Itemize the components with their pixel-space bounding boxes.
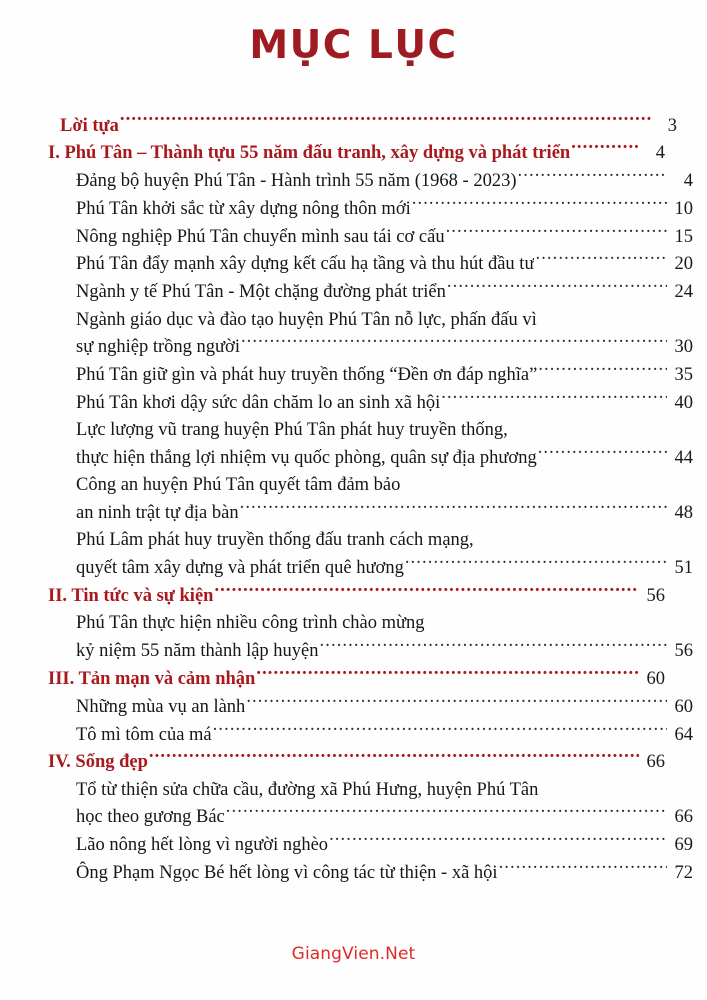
dot-leader xyxy=(518,168,667,187)
toc-entry-title: Phú Lâm phát huy truyền thống đấu tranh cách mạng, xyxy=(76,530,474,551)
toc-entry-line xyxy=(76,445,693,473)
toc-entry-title: Phú Tân đẩy mạnh xây dựng kết cấu hạ tầng và thu hút đầu tư xyxy=(76,254,535,275)
toc-entry[interactable] xyxy=(48,223,693,251)
dot-leader xyxy=(538,445,667,464)
dot-leader xyxy=(329,832,667,851)
toc-entry-title: sự nghiệp trồng người xyxy=(76,337,240,358)
toc-entry[interactable] xyxy=(48,362,693,390)
toc-entry-title: Ông Phạm Ngọc Bé hết lòng vì công tác từ thiện - xã hội xyxy=(76,863,498,884)
toc-entry-title: Lời tựa xyxy=(60,115,119,136)
toc-page-number: 20 xyxy=(674,254,693,275)
toc-entry-line xyxy=(48,583,665,611)
toc-entry-line xyxy=(76,251,693,279)
dot-leader xyxy=(447,279,667,298)
toc-entry-title: thực hiện thắng lợi nhiệm vụ quốc phòng, quân sự địa phương xyxy=(76,448,537,469)
toc-entry-title: Ngành y tế Phú Tân - Một chặng đường phát triển xyxy=(76,282,446,303)
toc-entry[interactable] xyxy=(48,832,693,860)
toc-entry[interactable] xyxy=(48,583,665,611)
toc-page-number: 3 xyxy=(667,115,677,136)
toc-page-number: 44 xyxy=(674,448,693,469)
toc-entry[interactable] xyxy=(48,417,693,472)
toc-entry-title: Công an huyện Phú Tân quyết tâm đảm bảo xyxy=(76,475,401,496)
toc-entry-line xyxy=(76,638,693,666)
toc-entry-line xyxy=(48,749,665,777)
dot-leader xyxy=(120,112,651,131)
toc-entry-line xyxy=(76,500,693,528)
toc-page-number: 10 xyxy=(674,198,693,219)
toc-entry-title: Lực lượng vũ trang huyện Phú Tân phát huy truyền thống, xyxy=(76,420,508,441)
toc-entry-title: III. Tản mạn và cảm nhận xyxy=(48,668,256,689)
dot-leader xyxy=(571,140,639,159)
toc-entry[interactable] xyxy=(48,472,693,527)
toc-entry-line-continuation xyxy=(76,472,693,499)
toc-entry-line-continuation xyxy=(76,307,693,334)
toc-page-number: 60 xyxy=(646,668,665,689)
dot-leader xyxy=(405,555,667,574)
toc-entry-line xyxy=(76,223,693,251)
toc-entry[interactable] xyxy=(48,777,693,832)
toc-page-number: 24 xyxy=(674,282,693,303)
toc-entry[interactable] xyxy=(48,665,665,693)
dot-leader xyxy=(320,638,667,657)
toc-entry-title: Ngành giáo dục và đào tạo huyện Phú Tân nỗ lực, phấn đấu vì xyxy=(76,309,537,330)
toc-entry-title: học theo gương Bác xyxy=(76,807,225,828)
toc-entry-line xyxy=(76,279,693,307)
toc-page-number: 51 xyxy=(674,558,693,579)
toc-entry[interactable] xyxy=(48,140,665,168)
toc-entry-line-continuation xyxy=(76,777,693,804)
toc-entry[interactable] xyxy=(48,389,693,417)
toc-entry-title: Tô mì tôm của má xyxy=(76,724,212,745)
toc-entry-line xyxy=(76,389,693,417)
dot-leader xyxy=(240,500,667,519)
toc-entry[interactable] xyxy=(48,527,693,582)
toc-entry-line xyxy=(76,195,693,223)
toc-page-number: 66 xyxy=(646,752,665,773)
toc-entry[interactable] xyxy=(48,112,677,140)
toc-entry-title: Lão nông hết lòng vì người nghèo xyxy=(76,835,329,856)
toc-entry-title: I. Phú Tân – Thành tựu 55 năm đấu tranh, xây dựng và phát triển xyxy=(48,143,571,164)
dot-leader xyxy=(256,665,639,684)
toc-entry[interactable] xyxy=(48,307,693,362)
toc-entry-title: II. Tin tức và sự kiện xyxy=(48,586,214,607)
dot-leader xyxy=(441,389,667,408)
toc-entry-line xyxy=(48,665,665,693)
toc-entry-title: Tổ từ thiện sửa chữa cầu, đường xã Phú Hưng, huyện Phú Tân xyxy=(76,779,539,800)
toc-entry-line xyxy=(76,555,693,583)
toc-entry-line-continuation xyxy=(76,610,693,637)
toc-page-number: 60 xyxy=(674,696,693,717)
toc-entry-title: Đảng bộ huyện Phú Tân - Hành trình 55 năm (1968 - 2023) xyxy=(76,171,517,192)
dot-leader xyxy=(246,693,667,712)
toc-page-number: 40 xyxy=(674,392,693,413)
toc-entry-title: Nông nghiệp Phú Tân chuyển mình sau tái cơ cấu xyxy=(76,226,445,247)
dot-leader xyxy=(214,583,639,602)
toc-entry-title: Phú Tân giữ gìn và phát huy truyền thống “Đền ơn đáp nghĩa” xyxy=(76,365,538,386)
toc-entry[interactable] xyxy=(48,251,693,279)
toc-entry-title: Phú Tân khơi dậy sức dân chăm lo an sinh xã hội xyxy=(76,392,441,413)
toc-entry[interactable] xyxy=(48,693,693,721)
toc-entry-title: kỷ niệm 55 năm thành lập huyện xyxy=(76,641,319,662)
toc-page-number: 72 xyxy=(674,863,693,884)
dot-leader xyxy=(226,804,667,823)
toc-page-number: 56 xyxy=(646,586,665,607)
toc-entry-title: Phú Tân thực hiện nhiều công trình chào mừng xyxy=(76,613,425,634)
dot-leader xyxy=(149,749,639,768)
toc-entry-line xyxy=(76,804,693,832)
toc-entry[interactable] xyxy=(48,749,665,777)
dot-leader xyxy=(241,334,667,353)
toc-entry-title: quyết tâm xây dựng và phát triển quê hương xyxy=(76,558,404,579)
toc-page-number: 4 xyxy=(683,171,693,192)
toc-entry-line xyxy=(76,168,693,196)
toc-entry-line xyxy=(60,112,677,140)
toc-page-number: 15 xyxy=(674,226,693,247)
toc-page-number: 30 xyxy=(674,337,693,358)
toc-page-number: 48 xyxy=(674,503,693,524)
toc-page-number: 66 xyxy=(674,807,693,828)
toc-entry-line-continuation xyxy=(76,417,693,444)
toc-page-number: 56 xyxy=(674,641,693,662)
toc-entry-line xyxy=(48,140,665,168)
dot-leader xyxy=(412,195,667,214)
toc-entry-line xyxy=(76,334,693,362)
toc-page-number: 4 xyxy=(655,143,665,164)
toc-entry[interactable] xyxy=(48,279,693,307)
dot-leader xyxy=(499,860,667,879)
dot-leader xyxy=(446,223,667,242)
toc-entry-line xyxy=(76,860,693,888)
dot-leader xyxy=(535,251,667,270)
toc-entry-title: Những mùa vụ an lành xyxy=(76,696,246,717)
toc-page-number: 69 xyxy=(674,835,693,856)
toc-entry-line xyxy=(76,832,693,860)
toc-entry[interactable] xyxy=(48,610,693,665)
dot-leader xyxy=(538,362,667,381)
toc-entry-title: IV. Sống đẹp xyxy=(48,752,148,773)
toc-entry-title: Phú Tân khởi sắc từ xây dựng nông thôn mới xyxy=(76,198,411,219)
toc-page-number: 35 xyxy=(674,365,693,386)
toc-entry-title: an ninh trật tự địa bàn xyxy=(76,503,239,524)
table-of-contents xyxy=(48,112,693,887)
toc-entry-line-continuation xyxy=(76,527,693,554)
dot-leader xyxy=(213,721,667,740)
toc-entry[interactable] xyxy=(48,860,693,888)
toc-entry-line xyxy=(76,362,693,390)
toc-entry[interactable] xyxy=(48,195,693,223)
toc-entry-line xyxy=(76,721,693,749)
page-title: MỤC LỤC xyxy=(249,23,458,68)
toc-page-number: 64 xyxy=(674,724,693,745)
toc-entry-line xyxy=(76,693,693,721)
footer-watermark: GiangVien.Net xyxy=(291,944,416,964)
toc-entry[interactable] xyxy=(48,721,693,749)
toc-entry[interactable] xyxy=(48,168,693,196)
